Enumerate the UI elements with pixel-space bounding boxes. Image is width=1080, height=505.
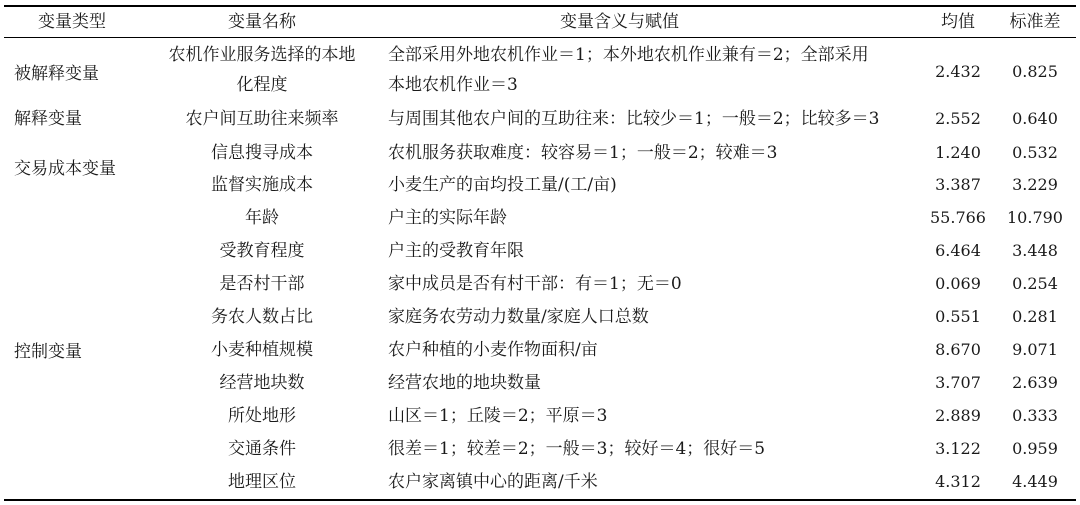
table-top-rule — [4, 5, 1076, 7]
row-name: 经营地块数 — [219, 373, 305, 393]
row-sd: 0.333 — [1012, 406, 1058, 425]
row-mean: 3.122 — [935, 439, 981, 458]
row-name: 监督实施成本 — [211, 175, 313, 195]
row-mean: 1.240 — [935, 143, 981, 162]
table-bottom-rule — [4, 499, 1076, 501]
row-name: 是否村干部 — [219, 274, 305, 294]
row-sd: 0.254 — [1012, 274, 1058, 293]
row-name-line2: 化程度 — [236, 75, 288, 95]
group-explanatory-variable: 解释变量 — [14, 109, 82, 129]
row-mean: 3.387 — [935, 175, 981, 194]
row-desc: 农户家离镇中心的距离/千米 — [388, 472, 598, 492]
row-sd: 0.959 — [1012, 439, 1058, 458]
row-name: 务农人数占比 — [211, 307, 313, 327]
row-desc: 户主的受教育年限 — [388, 241, 524, 261]
row-name: 年龄 — [245, 208, 279, 228]
row-name: 地理区位 — [228, 472, 296, 492]
row-name: 受教育程度 — [219, 241, 305, 261]
header-std-dev: 标准差 — [1009, 12, 1061, 32]
row-mean: 4.312 — [935, 472, 981, 491]
header-variable-name: 变量名称 — [228, 12, 296, 32]
row-desc: 家庭务农劳动力数量/家庭人口总数 — [388, 307, 649, 327]
row-sd: 2.639 — [1012, 373, 1058, 392]
row-desc: 山区＝1；丘陵＝2；平原＝3 — [388, 406, 608, 426]
row-mean: 0.069 — [935, 274, 981, 293]
row-name: 所处地形 — [228, 406, 296, 426]
group-transaction-cost-variable: 交易成本变量 — [14, 159, 116, 179]
row-name: 交通条件 — [228, 439, 296, 459]
row-mean: 0.551 — [935, 307, 981, 326]
row-desc-line1: 全部采用外地农机作业＝1；本外地农机作业兼有＝2；全部采用 — [388, 45, 869, 65]
row-sd: 3.448 — [1012, 241, 1058, 260]
row-desc: 农机服务获取难度：较容易＝1；一般＝2；较难＝3 — [388, 143, 778, 163]
row-name: 小麦种植规模 — [211, 340, 313, 360]
row-mean: 6.464 — [935, 241, 981, 260]
header-mean: 均值 — [941, 12, 975, 32]
group-dependent-variable: 被解释变量 — [14, 64, 99, 84]
row-mean: 2.889 — [935, 406, 981, 425]
row-sd: 4.449 — [1012, 472, 1058, 491]
header-variable-type: 变量类型 — [38, 12, 106, 32]
row-mean: 3.707 — [935, 373, 981, 392]
row-sd: 0.640 — [1012, 109, 1058, 128]
row-mean: 2.432 — [935, 62, 981, 81]
row-desc: 小麦生产的亩均投工量/(工/亩) — [388, 175, 617, 195]
row-desc: 家中成员是否有村干部：有＝1；无＝0 — [388, 274, 682, 294]
row-sd: 3.229 — [1012, 175, 1058, 194]
row-sd: 0.281 — [1012, 307, 1058, 326]
row-sd: 0.825 — [1012, 62, 1058, 81]
row-desc: 与周围其他农户间的互助往来：比较少＝1；一般＝2；比较多＝3 — [388, 109, 880, 129]
row-desc-line2: 本地农机作业＝3 — [388, 75, 518, 95]
row-name: 信息搜寻成本 — [211, 143, 313, 163]
row-desc: 很差＝1；较差＝2；一般＝3；较好＝4；很好＝5 — [388, 439, 766, 459]
row-name-line1: 农机作业服务选择的本地 — [168, 45, 356, 65]
row-name: 农户间互助往来频率 — [185, 109, 339, 129]
row-mean: 8.670 — [935, 340, 981, 359]
group-control-variable: 控制变量 — [14, 342, 82, 362]
row-mean: 2.552 — [935, 109, 981, 128]
row-sd: 10.790 — [1007, 208, 1063, 227]
row-desc: 经营农地的地块数量 — [388, 373, 541, 393]
table-header-rule — [4, 37, 1076, 38]
header-variable-meaning: 变量含义与赋值 — [560, 12, 679, 32]
row-sd: 0.532 — [1012, 143, 1058, 162]
row-desc: 户主的实际年龄 — [388, 208, 507, 228]
row-desc: 农户种植的小麦作物面积/亩 — [388, 340, 598, 360]
row-sd: 9.071 — [1012, 340, 1058, 359]
row-mean: 55.766 — [930, 208, 986, 227]
